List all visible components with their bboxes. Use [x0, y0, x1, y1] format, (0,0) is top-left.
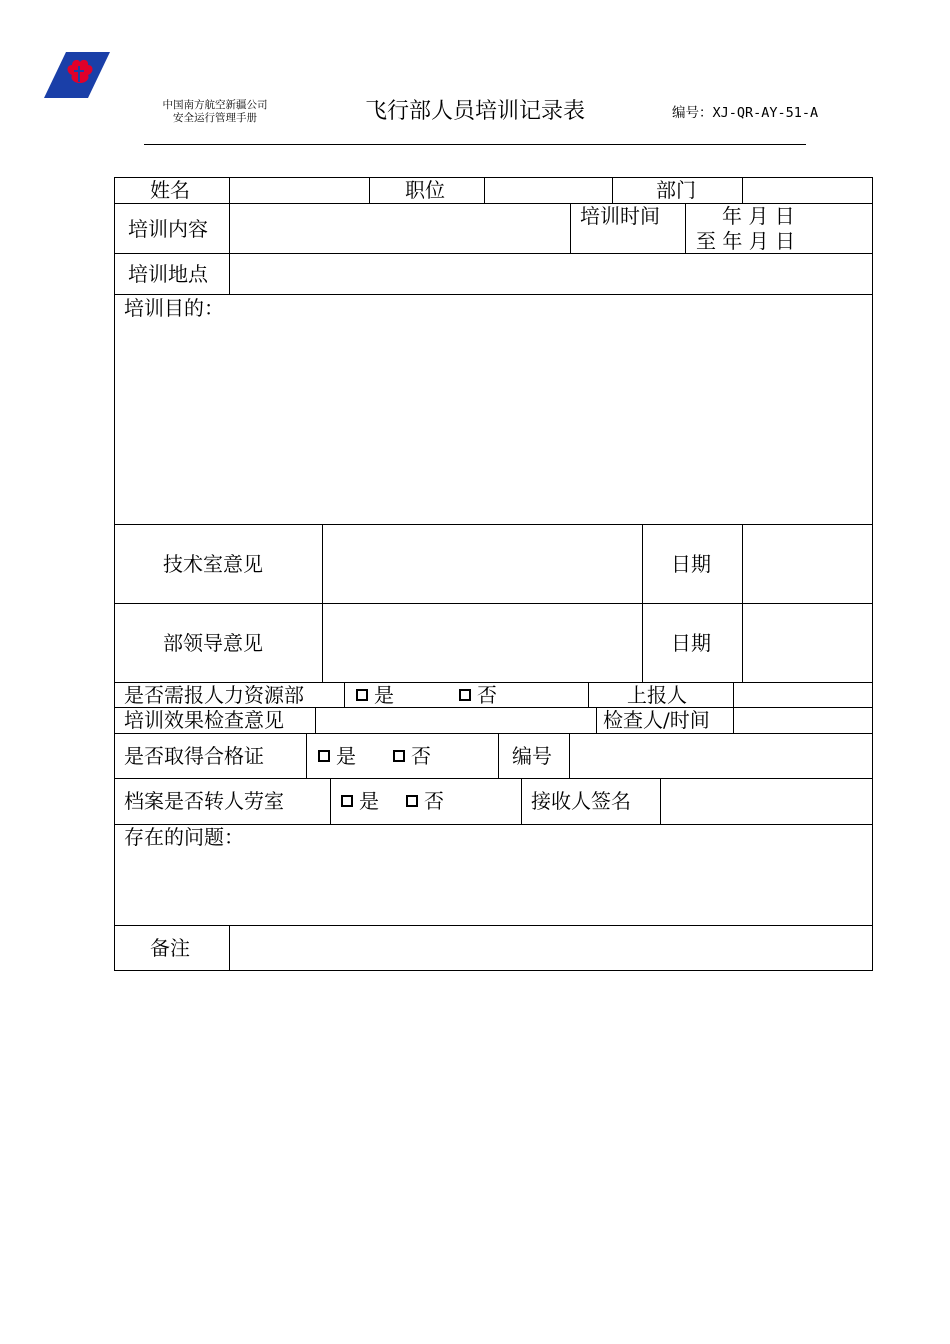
header-divider: [144, 144, 806, 145]
col-divider: [733, 707, 734, 733]
effect-check-label: 培训效果检查意见: [124, 708, 284, 732]
cert-obtained-label: 是否取得合格证: [124, 744, 264, 768]
checkbox-icon[interactable]: [459, 689, 471, 701]
checkbox-icon[interactable]: [318, 750, 330, 762]
department-label: 部门: [656, 178, 696, 202]
company-name: [140, 99, 290, 125]
col-divider: [685, 203, 686, 253]
yes-label: 是: [336, 744, 356, 768]
document-code: 编号：XJ-QR-AY-51-A: [672, 105, 819, 121]
receiver-sign-label: 接收人签名: [531, 789, 631, 813]
training-date-end: 至 年 月 日: [696, 229, 796, 253]
date-label-1: 日期: [671, 552, 711, 576]
reporter-label: 上报人: [627, 683, 687, 707]
checkbox-icon[interactable]: [341, 795, 353, 807]
dept-leader-opinion-label: 部领导意见: [163, 631, 263, 655]
problems-label: 存在的问题：: [124, 825, 244, 849]
col-divider: [315, 707, 316, 733]
archive-yes-option[interactable]: [341, 790, 379, 812]
col-divider: [733, 682, 734, 707]
training-time-label: 培训时间: [580, 204, 660, 228]
page-title: 飞行部人员培训记录表: [364, 99, 585, 124]
training-location-label: 培训地点: [128, 262, 208, 286]
training-content-label: 培训内容: [128, 217, 208, 241]
col-divider: [229, 177, 230, 203]
no-label: 否: [477, 683, 497, 707]
row-divider: [114, 603, 873, 604]
col-divider: [588, 682, 589, 707]
col-divider: [330, 778, 331, 824]
tech-office-opinion-label: 技术室意见: [163, 552, 263, 576]
col-divider: [742, 177, 743, 203]
col-divider: [570, 203, 571, 253]
row-divider: [114, 524, 873, 525]
company-line2: 安全运行管理手册: [173, 112, 257, 124]
cert-yes-option[interactable]: [318, 745, 356, 767]
checkbox-icon[interactable]: [406, 795, 418, 807]
checker-time-label: 检查人/时间: [603, 708, 710, 732]
col-divider: [521, 778, 522, 824]
col-divider: [344, 682, 345, 707]
training-purpose-label: 培训目的：: [124, 296, 224, 320]
col-divider: [484, 177, 485, 203]
position-label: 职位: [405, 178, 445, 202]
checkbox-icon[interactable]: [356, 689, 368, 701]
col-divider: [660, 778, 661, 824]
col-divider: [742, 524, 743, 682]
col-divider: [596, 707, 597, 733]
no-label: 否: [424, 789, 444, 813]
col-divider: [229, 925, 230, 971]
col-divider: [322, 524, 323, 682]
row-divider: [114, 294, 873, 295]
col-divider: [306, 733, 307, 778]
company-line1: 中国南方航空新疆公司: [162, 99, 268, 111]
col-divider: [612, 177, 613, 203]
report-hr-yes-option[interactable]: [356, 684, 394, 706]
row-divider: [114, 778, 873, 779]
checkbox-icon[interactable]: [393, 750, 405, 762]
col-divider: [569, 733, 570, 778]
col-divider: [642, 524, 643, 682]
archive-no-option[interactable]: [406, 790, 444, 812]
report-hr-label: 是否需报人力资源部: [124, 683, 304, 707]
col-divider: [369, 177, 370, 203]
date-label-2: 日期: [671, 631, 711, 655]
col-divider: [229, 203, 230, 294]
yes-label: 是: [374, 683, 394, 707]
report-hr-no-option[interactable]: [459, 684, 497, 706]
no-label: 否: [411, 744, 431, 768]
col-divider: [498, 733, 499, 778]
row-divider: [114, 253, 873, 254]
name-label: 姓名: [150, 178, 190, 202]
cert-no-option[interactable]: [393, 745, 431, 767]
remarks-label: 备注: [150, 936, 190, 960]
archive-transfer-label: 档案是否转人劳室: [124, 789, 284, 813]
number-label: 编号: [512, 744, 552, 768]
row-divider: [114, 733, 873, 734]
training-date-start: 年 月 日: [722, 204, 795, 228]
yes-label: 是: [359, 789, 379, 813]
row-divider: [114, 925, 873, 926]
china-southern-logo: [44, 52, 110, 98]
